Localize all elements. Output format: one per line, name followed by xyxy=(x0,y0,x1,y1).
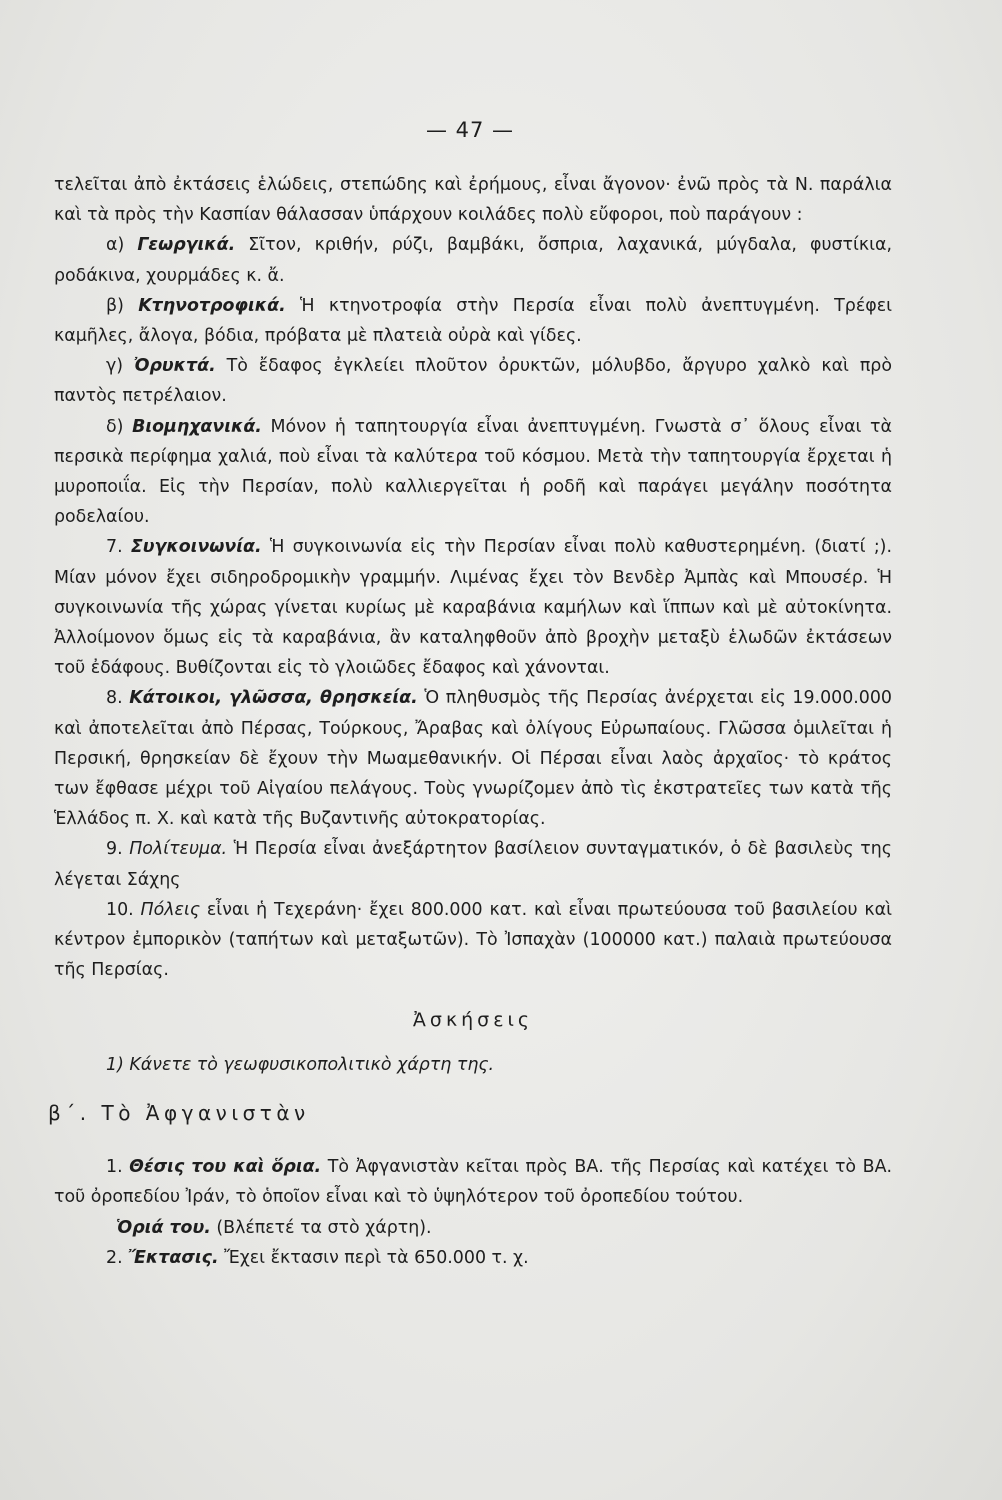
paragraph-9 xyxy=(54,834,892,894)
section-heading-2: Ἔκτασις. xyxy=(128,1247,219,1268)
section-heading-oria: Ὁριά του. xyxy=(116,1217,211,1238)
section-text-2: Ἔχει ἔκτασιν περὶ τὰ 650.000 τ. χ. xyxy=(218,1247,529,1268)
heading-10: Πόλεις xyxy=(140,899,201,920)
section-paragraph-1 xyxy=(54,1152,892,1212)
section-paragraph-2 xyxy=(54,1243,892,1273)
page-number: — 47 — xyxy=(425,118,515,142)
paragraph-a xyxy=(54,230,892,290)
text-10: εἶναι ἡ Τεχεράνη· ἔχει 800.000 κατ. καὶ εἶναι πρωτεύουσα τοῦ βασιλείου καὶ κέντρον ἐμπορικὸν (ταπήτων καὶ μεταξωτῶν). Τὸ Ἰσπαχὰν (100000 κατ.) παλαιὰ πρωτεύουσα τῆς Περσίας. xyxy=(54,899,893,981)
text-9: Ἡ Περσία εἶναι ἀνεξάρτητον βασίλειον συνταγματικόν, ὁ δὲ βασιλεὺς της λέγεται Σάχης xyxy=(54,839,892,890)
section-heading: β΄. Τὸ Ἀφγανιστὰν xyxy=(48,1100,310,1125)
page-body xyxy=(48,170,893,1273)
heading-c: Ὀρυκτά. xyxy=(133,356,216,377)
number-9: 9. xyxy=(106,839,130,860)
intro-text: τελεῖται ἀπὸ ἐκτάσεις ἑλώδεις, στεπώδης καὶ ἐρήμους, εἶναι ἄγονον· ἐνῶ πρὸς τὰ Ν. παράλια καὶ τὰ πρὸς τὴν Κασπίαν θάλασσαν ὑπάρχουν κοιλάδες πολὺ εὔφοροι, ποὺ παράγουν : xyxy=(54,175,892,226)
exercises-heading: Ἀσκήσεις xyxy=(412,1009,534,1032)
paragraph-7 xyxy=(54,532,892,683)
section-paragraph-oria xyxy=(54,1213,892,1243)
exercise-item: 1) Κάνετε τὸ γεωφυσικοπολιτικὸ χάρτη της. xyxy=(106,1054,495,1075)
heading-9: Πολίτευμα. xyxy=(129,839,228,860)
heading-d: Βιομηχανικά. xyxy=(132,416,262,437)
heading-b: Κτηνοτροφικά. xyxy=(138,295,286,316)
section-number-2: 2. xyxy=(106,1247,129,1268)
text-c: Τὸ ἔδαφος ἐγκλείει πλοῦτον ὀρυκτῶν, μόλυβδο, ἄργυρο χαλκὸ καὶ πρὸ παντὸς πετρέλαιον. xyxy=(54,356,892,407)
text-8: Ὁ πληθυσμὸς τῆς Περσίας ἀνέρχεται εἰς 19.000.000 καὶ ἀποτελεῖται ἀπὸ Πέρσας, Τούρκους, Ἄραβας καὶ ὀλίγους Εὐρωπαίους. Γλῶσσα ὁμιλεῖται ἡ Περσική, θρησκείαν δὲ ἔχουν τὴν Μωαμεθανικήν. Οἱ Πέρσαι εἶναι λαὸς ἀρχαῖος· τὸ κράτος των ἔφθασε μέχρι τοῦ Αἰγαίου πελάγους. Τοὺς γνωρίζομεν ἀπὸ τὶς ἐκστρατεῖες των κατὰ τῆς Ἑλλάδος π. Χ. καὶ κατὰ τῆς Βυζαντινῆς αὐτοκρατορίας. xyxy=(54,688,892,830)
number-8: 8. xyxy=(106,688,130,709)
paragraph-b xyxy=(54,291,892,351)
paragraph-c xyxy=(54,351,892,411)
text-d: Μόνον ἡ ταπητουργία εἶναι ἀνεπτυγμένη. Γνωστὰ σ᾿ ὅλους εἶναι τὰ περσικὰ περίφημα χαλιά, ποὺ εἶναι τὰ καλύτερα τοῦ κόσμου. Μετὰ τὴν ταπητουργία ἔρχεται ἡ μυροποιΐα. Εἰς τὴν Περσίαν, πολὺ καλλιεργεῖται ἡ ροδῆ καὶ παράγει μεγάλην ποσότητα ροδελαίου. xyxy=(54,416,892,528)
label-d: δ) xyxy=(106,416,133,437)
paragraph-10 xyxy=(54,895,892,986)
label-a: α) xyxy=(106,235,138,256)
number-10: 10. xyxy=(106,899,141,920)
paragraph-8 xyxy=(54,683,892,834)
section-text-1: Τὸ Ἀφγανιστὰν κεῖται πρὸς ΒΑ. τῆς Περσίας καὶ κατέχει τὸ ΒΑ. τοῦ ὀροπεδίου Ἰράν, τὸ ὁποῖον εἶναι καὶ τὸ ὑψηλότερον τοῦ ὀροπεδίου τούτου. xyxy=(54,1157,892,1208)
number-7: 7. xyxy=(106,537,131,558)
section-number-1: 1. xyxy=(106,1157,130,1178)
heading-8: Κάτοικοι, γλῶσσα, θρησκεία. xyxy=(129,688,418,709)
intro-paragraph xyxy=(54,170,892,230)
text-b: Ἡ κτηνοτροφία στὴν Περσία εἶναι πολὺ ἀνεπτυγμένη. Τρέφει καμῆλες, ἄλογα, βόδια, πρόβατα μὲ πλατειὰ οὐρὰ καὶ γίδες. xyxy=(54,295,892,347)
heading-7: Συγκοινωνία. xyxy=(130,537,262,558)
section-text-oria: (Βλέπετέ τα στὸ χάρτη). xyxy=(210,1217,432,1238)
text-a: Σῖτον, κριθήν, ρύζι, βαμβάκι, ὄσπρια, λαχανικά, μύγδαλα, φυστίκια, ροδάκινα, χουρμάδες κ. ἄ. xyxy=(54,235,893,286)
text-7: Ἡ συγκοινωνία εἰς τὴν Περσίαν εἶναι πολὺ καθυστερημένη. (διατί ;). Μίαν μόνον ἔχει σιδηροδρομικὴν γραμμήν. Λιμένας ἔχει τὸν Βενδὲρ Ἀμπὰς καὶ Μπουσέρ. Ἡ συγκοινωνία τῆς χώρας γίνεται κυρίως μὲ καραβάνια καμήλων καὶ ἵππων καὶ μὲ αὐτοκίνητα. Ἀλλοίμονον ὅμως εἰς τὰ καραβάνια, ἂν καταληφθοῦν ἀπὸ βροχὴν μεταξὺ ἑλωδῶν ἐκτάσεων τοῦ ἐδάφους. Βυθίζονται εἰς τὸ γλοιῶδες ἔδαφος καὶ χάνονται. xyxy=(54,537,892,679)
label-b: β) xyxy=(106,295,139,316)
heading-a: Γεωργικά. xyxy=(137,235,236,256)
paragraph-d xyxy=(54,412,892,533)
label-c: γ) xyxy=(106,356,134,377)
section-heading-1: Θέσις του καὶ ὅρια. xyxy=(129,1157,322,1178)
